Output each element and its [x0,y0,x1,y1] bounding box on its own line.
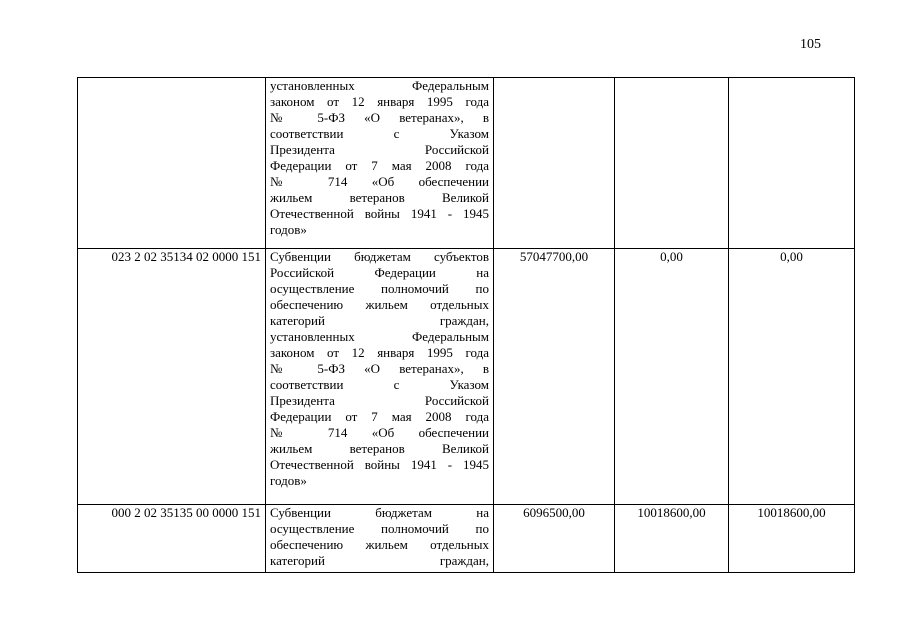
value-cell-1: 6096500,00 [494,505,615,573]
description-line: категорий граждан, [270,553,489,568]
description-line: Российской Федерации на [270,265,489,280]
value-cell-2: 10018600,00 [615,505,729,573]
description-line: осуществление полномочий по [270,521,489,536]
description-line: соответствии с Указом [270,377,489,392]
description-cell [266,78,494,249]
description-line: Субвенции бюджетам на [270,505,489,520]
value-cell-1 [494,78,615,249]
description-line: № 714 «Об обеспечении [270,425,489,440]
table-row [78,249,855,505]
description-line: жильем ветеранов Великой [270,441,489,456]
budget-code-cell [78,78,266,249]
budget-table [77,77,855,573]
description-line: осуществление полномочий по [270,281,489,296]
value-cell-3 [729,78,855,249]
description-line: годов» [270,473,307,488]
description-line: годов» [270,222,307,237]
description-line: Федерации от 7 мая 2008 года [270,409,489,424]
description-line: Федерации от 7 мая 2008 года [270,158,489,173]
description-line: обеспечению жильем отдельных [270,297,489,312]
description-line: законом от 12 января 1995 года [270,94,489,109]
description-line: Президента Российской [270,142,489,157]
description-cell [266,249,494,505]
budget-code-cell: 000 2 02 35135 00 0000 151 [78,505,266,573]
page-number: 105 [800,37,821,52]
value-cell-2 [615,78,729,249]
description-line: № 5-ФЗ «О ветеранах», в [270,110,489,125]
description-cell [266,505,494,573]
description-line: соответствии с Указом [270,126,489,141]
description-line: № 5-ФЗ «О ветеранах», в [270,361,489,376]
description-line: установленных Федеральным [270,78,489,93]
description-line: Субвенции бюджетам субъектов [270,249,489,264]
value-cell-1: 57047700,00 [494,249,615,505]
value-cell-3: 0,00 [729,249,855,505]
description-line: законом от 12 января 1995 года [270,345,489,360]
description-line: Отечественной войны 1941 - 1945 [270,206,489,221]
value-cell-3: 10018600,00 [729,505,855,573]
budget-code-cell: 023 2 02 35134 02 0000 151 [78,249,266,505]
description-line: Отечественной войны 1941 - 1945 [270,457,489,472]
description-line: категорий граждан, [270,313,489,328]
description-line: обеспечению жильем отдельных [270,537,489,552]
value-cell-2: 0,00 [615,249,729,505]
table-row [78,505,855,573]
description-line: установленных Федеральным [270,329,489,344]
description-line: Президента Российской [270,393,489,408]
description-line: № 714 «Об обеспечении [270,174,489,189]
description-line: жильем ветеранов Великой [270,190,489,205]
table-row [78,78,855,249]
